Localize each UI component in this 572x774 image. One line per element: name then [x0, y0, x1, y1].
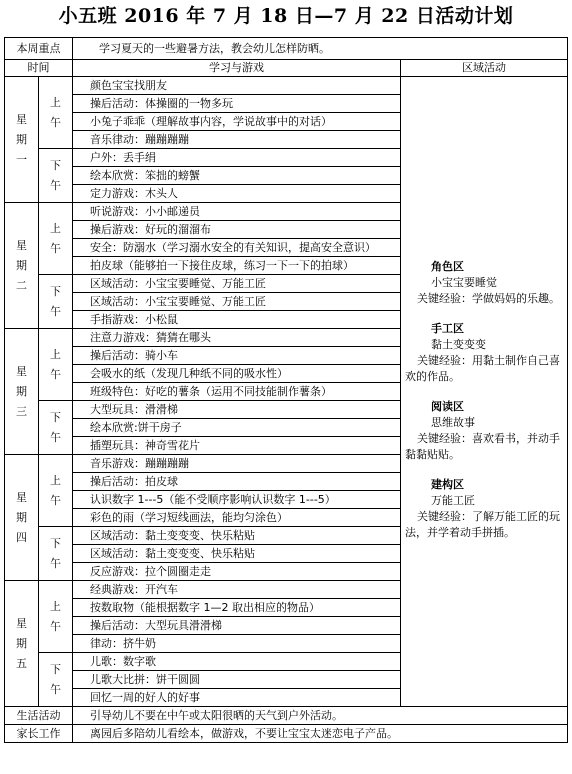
afternoon-label-char: 下 — [50, 284, 61, 298]
activity-item: 定力游戏：木头人 — [73, 185, 401, 203]
activity-item: 操后活动：拍皮球 — [73, 473, 401, 491]
afternoon-label-char: 下 — [50, 410, 61, 424]
activity-item: 插塑玩具：神奇雪花片 — [73, 437, 401, 455]
activity-item: 区域活动：黏土变变变、快乐粘贴 — [73, 545, 401, 563]
activity-item: 绘本欣赏：笨拙的螃蟹 — [73, 167, 401, 185]
day-label-char: 五 — [16, 656, 27, 670]
day-label-char: 期 — [16, 384, 27, 398]
activity-item: 回忆一周的好人的好事 — [73, 689, 401, 707]
activity-item: 彩色的雨（学习短线画法，能均匀涂色） — [73, 509, 401, 527]
activity-item: 经典游戏：开汽车 — [73, 581, 401, 599]
area-name: 黏土变变变 — [431, 337, 486, 351]
activity-item: 小兔子乖乖（理解故事内容，学说故事中的对话） — [73, 113, 401, 131]
life-activity-row — [5, 707, 568, 725]
activity-plan-table — [4, 37, 568, 743]
area-desc: 关键经验：学做妈妈的乐趣。 — [417, 291, 560, 305]
day-label-char: 期 — [16, 510, 27, 524]
afternoon-label-char: 午 — [50, 682, 61, 696]
day-label-char: 星 — [16, 364, 27, 378]
activity-item: 手指游戏：小松鼠 — [73, 311, 401, 329]
activity-row — [5, 77, 568, 95]
header-learning: 学习与游戏 — [73, 60, 401, 77]
area-block — [405, 321, 563, 385]
activity-item: 会吸水的纸（发现几种纸不同的吸水性） — [73, 365, 401, 383]
day-label-char: 期 — [16, 636, 27, 650]
area-activities-cell — [401, 77, 568, 707]
morning-label-char: 午 — [50, 115, 61, 129]
day-label-char: 期 — [16, 132, 27, 146]
parent-work-label: 家长工作 — [5, 725, 73, 743]
morning-label-char: 上 — [50, 95, 61, 109]
day-label-char: 三 — [16, 404, 27, 418]
header-area: 区域活动 — [401, 60, 568, 77]
weekly-focus-label: 本周重点 — [5, 38, 73, 60]
morning-label-char: 上 — [50, 221, 61, 235]
afternoon-label — [39, 653, 73, 707]
day-label-char: 四 — [16, 530, 27, 544]
afternoon-label — [39, 149, 73, 203]
day-label — [5, 581, 39, 707]
morning-label-char: 午 — [50, 619, 61, 633]
morning-label — [39, 203, 73, 275]
activity-item: 按数取物（能根据数字 1—2 取出相应的物品） — [73, 599, 401, 617]
afternoon-label-char: 午 — [50, 304, 61, 318]
day-label-char: 二 — [16, 278, 27, 292]
day-label-char: 一 — [16, 152, 27, 166]
area-name: 思维故事 — [431, 415, 475, 429]
weekly-focus-row — [5, 38, 568, 60]
afternoon-label-char: 下 — [50, 662, 61, 676]
life-activity-text: 引导幼儿不要在中午或太阳很晒的天气到户外活动。 — [73, 707, 568, 725]
activity-item: 音乐律动：蹦蹦蹦蹦 — [73, 131, 401, 149]
activity-item: 区域活动：小宝宝要睡觉、万能工匠 — [73, 275, 401, 293]
day-label-char: 期 — [16, 258, 27, 272]
header-time: 时间 — [5, 60, 73, 77]
activity-item: 拍皮球（能够拍一下接住皮球，练习一下一下的拍球） — [73, 257, 401, 275]
day-label — [5, 455, 39, 581]
activity-item: 儿歌：数字歌 — [73, 653, 401, 671]
afternoon-label — [39, 275, 73, 329]
area-block — [405, 477, 563, 541]
afternoon-label — [39, 527, 73, 581]
area-desc: 关键经验：了解万能工匠的玩法，并学着动手拼插。 — [405, 509, 560, 539]
morning-label-char: 上 — [50, 473, 61, 487]
activity-item: 儿歌大比拼：饼干圆圆 — [73, 671, 401, 689]
life-activity-label: 生活活动 — [5, 707, 73, 725]
day-label-char: 星 — [16, 616, 27, 630]
morning-label-char: 午 — [50, 367, 61, 381]
afternoon-label-char: 午 — [50, 556, 61, 570]
day-label-char: 星 — [16, 238, 27, 252]
area-name: 小宝宝要睡觉 — [431, 275, 497, 289]
activity-item: 户外：丢手绢 — [73, 149, 401, 167]
day-label-char: 星 — [16, 112, 27, 126]
area-desc: 关键经验：用黏土制作自己喜欢的作品。 — [405, 353, 560, 383]
day-label — [5, 329, 39, 455]
area-title: 阅读区 — [431, 399, 464, 413]
morning-label — [39, 329, 73, 401]
day-label-char: 星 — [16, 490, 27, 504]
activity-item: 操后活动：体操圈的一物多玩 — [73, 95, 401, 113]
morning-label-char: 午 — [50, 493, 61, 507]
activity-item: 区域活动：黏土变变变、快乐粘贴 — [73, 527, 401, 545]
activity-item: 班级特色：好吃的薯条（运用不同技能制作薯条） — [73, 383, 401, 401]
morning-label — [39, 581, 73, 653]
morning-label — [39, 77, 73, 149]
activity-item: 音乐游戏：蹦蹦蹦蹦 — [73, 455, 401, 473]
morning-label-char: 上 — [50, 599, 61, 613]
area-title: 手工区 — [431, 321, 464, 335]
activity-item: 区域活动：小宝宝要睡觉、万能工匠 — [73, 293, 401, 311]
activity-item: 操后活动：大型玩具滑滑梯 — [73, 617, 401, 635]
afternoon-label-char: 午 — [50, 430, 61, 444]
activity-item: 绘本欣赏:饼干房子 — [73, 419, 401, 437]
area-block — [405, 259, 563, 307]
afternoon-label-char: 下 — [50, 158, 61, 172]
activity-item: 听说游戏：小小邮递员 — [73, 203, 401, 221]
activity-item: 律动：挤牛奶 — [73, 635, 401, 653]
activity-item: 安全：防溺水（学习溺水安全的有关知识，提高安全意识） — [73, 239, 401, 257]
area-name: 万能工匠 — [431, 493, 475, 507]
header-row — [5, 60, 568, 77]
activity-item: 认识数字 1---5（能不受顺序影响认识数字 1---5） — [73, 491, 401, 509]
activity-item: 操后活动：骑小车 — [73, 347, 401, 365]
activity-item: 操后游戏：好玩的溜溜布 — [73, 221, 401, 239]
morning-label — [39, 455, 73, 527]
activity-item: 颜色宝宝找朋友 — [73, 77, 401, 95]
afternoon-label-char: 午 — [50, 178, 61, 192]
day-label — [5, 203, 39, 329]
activity-item: 反应游戏：拉个圆圈走走 — [73, 563, 401, 581]
afternoon-label — [39, 401, 73, 455]
activity-item: 大型玩具：滑滑梯 — [73, 401, 401, 419]
morning-label-char: 午 — [50, 241, 61, 255]
area-title: 建构区 — [431, 477, 464, 491]
parent-work-text: 离园后多陪幼儿看绘本，做游戏，不要让宝宝太迷恋电子产品。 — [73, 725, 568, 743]
afternoon-label-char: 下 — [50, 536, 61, 550]
area-desc: 关键经验：喜欢看书，并动手黏黏贴贴。 — [405, 431, 560, 461]
area-title: 角色区 — [431, 259, 464, 273]
page-title: 小五班 2016 年 7 月 18 日—7 月 22 日活动计划 — [58, 5, 514, 27]
day-label — [5, 77, 39, 203]
area-block — [405, 399, 563, 463]
morning-label-char: 上 — [50, 347, 61, 361]
parent-work-row — [5, 725, 568, 743]
weekly-focus-text: 学习夏天的一些避暑方法，教会幼儿怎样防晒。 — [73, 38, 568, 60]
activity-item: 注意力游戏：猜猜在哪头 — [73, 329, 401, 347]
